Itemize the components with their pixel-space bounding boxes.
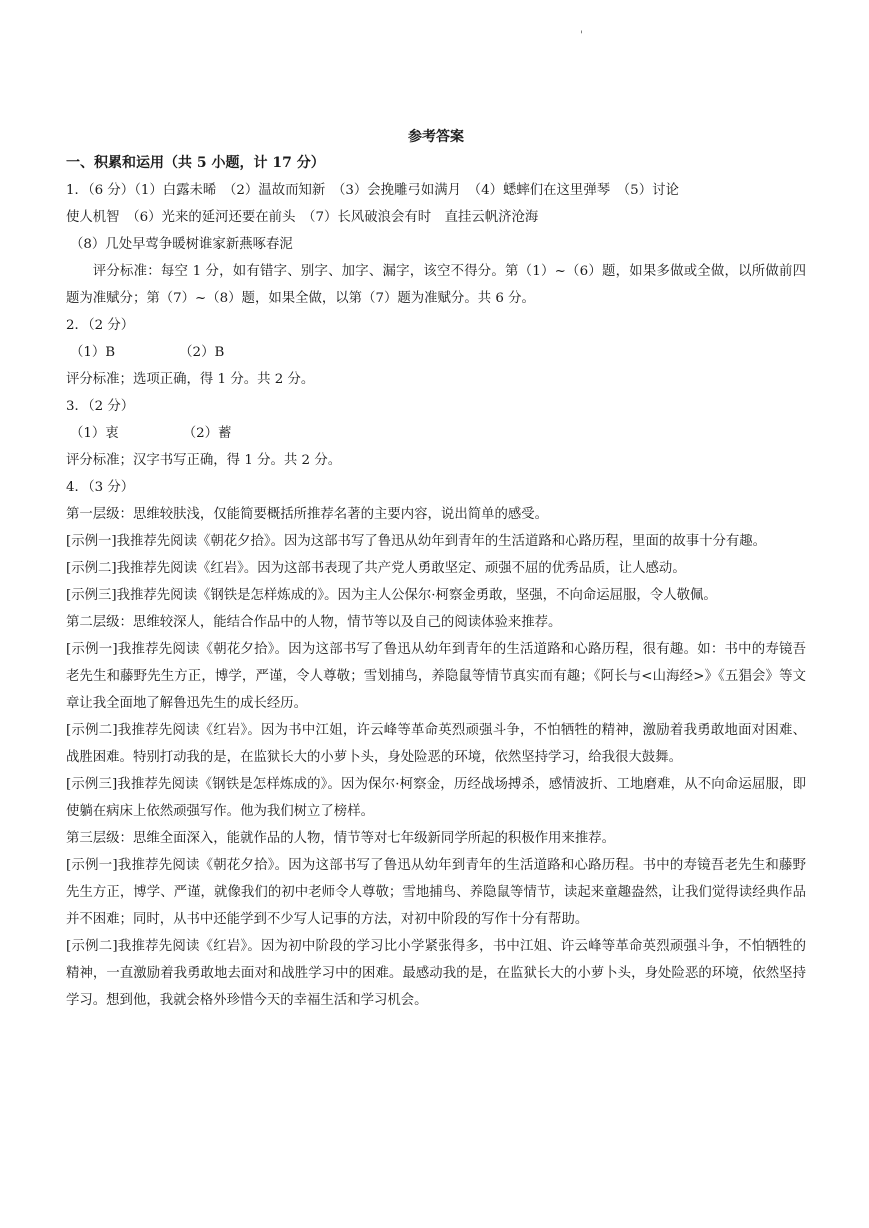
page-title: 参考答案 [408,129,464,145]
q2-answer-1: （1）B [70,345,116,360]
q4-heading: 4．（3 分） [66,480,135,495]
header-mark: ' [580,30,583,41]
q4-level-2-example-2: [示例二]我推荐先阅读《红岩》。因为书中江姐，许云峰等革命英烈顽强斗争，不怕牺牲的精神，激励着我勇敢地面对困难、战胜困难。特别打动我的是，在监狱长大的小萝卜头，身处险恶的环境，依然坚持学习，给我很大鼓舞。 [66,723,806,765]
q1-line-3: （8）几处早莺争暖树谁家新燕啄春泥 [70,237,293,252]
q2-scoring: 评分标准；选项正确，得 1 分。共 2 分。 [66,372,315,387]
q3-scoring: 评分标准；汉字书写正确，得 1 分。共 2 分。 [66,453,342,468]
q1-line-2: 使人机智 （6）光来的延河还要在前头 （7）长风破浪会有时 直挂云帆济沧海 [66,210,539,225]
q3-answer-1: （1）衷 [70,426,119,441]
section-heading: 一、积累和运用（共 5 小题，计 17 分） [66,155,325,171]
q4-level-2-example-3: [示例三]我推荐先阅读《钢铁是怎样炼成的》。因为保尔·柯察金，历经战场搏杀，感情波折、工地磨难，从不向命运屈服，即使躺在病床上依然顽强写作。他为我们树立了榜样。 [66,777,806,819]
q4-level-1-example-3: [示例三]我推荐先阅读《钢铁是怎样炼成的》。因为主人公保尔·柯察金勇敢，坚强，不向命运屈服，令人敬佩。 [66,588,717,603]
q4-level-2: 第二层级：思维较深人，能结合作品中的人物，情节等以及自己的阅读体验来推荐。 [66,615,562,630]
q4-level-2-example-1: [示例一]我推荐先阅读《朝花夕拾》。因为这部书写了鲁迅从幼年到青年的生活道路和心路历程，很有趣。如：书中的寿镜吾老先生和藤野先生方正，博学，严谨，令人尊敬；雪划捕鸟，养隐鼠等情节真实而有趣；《阿长与<山海经>》《五猖会》等文章让我全面地了解鲁迅先生的成长经历。 [66,642,806,711]
q4-level-3-example-2: [示例二]我推荐先阅读《红岩》。因为初中阶段的学习比小学紧张得多，书中江姐、许云峰等革命英烈顽强斗争，不怕牺牲的精神，一直激励着我勇敢地去面对和战胜学习中的困难。最感动我的是，在监狱长大的小萝卜头，身处险恶的环境，依然坚持学习。想到他，我就会格外珍惜今天的幸福生活和学习机会。 [66,939,806,1008]
q3-answers [66,420,806,447]
q4-level-3-example-1: [示例一]我推荐先阅读《朝花夕拾》。因为这部书写了鲁迅从幼年到青年的生活道路和心路历程。书中的寿镜吾老先生和藤野先生方正，博学、严谨，就像我们的初中老师令人尊敬；雪地捕鸟、养隐鼠等情节，读起来童趣盎然，让我们觉得读经典作品并不困难；同时，从书中还能学到不少写人记事的方法，对初中阶段的写作十分有帮助。 [66,858,806,927]
q2-answer-2: （2）B [179,345,225,360]
q4-level-1: 第一层级：思维较肤浅，仅能简要概括所推荐名著的主要内容，说出简单的感受。 [66,507,549,522]
q4-level-3: 第三层级：思维全面深入，能就作品的人物，情节等对七年级新同学所起的积极作用来推荐。 [66,831,616,846]
q3-heading: 3．（2 分） [66,399,135,414]
q4-level-1-example-2: [示例二]我推荐先阅读《红岩》。因为这部书表现了共产党人勇敢坚定、顽强不屈的优秀品质，让人感动。 [66,561,686,576]
answer-document [66,124,806,1014]
q4-level-1-example-1: [示例一]我推荐先阅读《朝花夕拾》。因为这部书写了鲁迅从幼年到青年的生活道路和心路历程，里面的故事十分有趣。 [66,534,767,549]
q2-answers [66,339,806,366]
q2-heading: 2．（2 分） [66,318,135,333]
q3-answer-2: （2）蓄 [182,426,232,441]
q1-scoring: 评分标准：每空 1 分，如有错字、别字、加字、漏字，该空不得分。第（1）~（6）题，如果多做或全做，以所做前四题为准赋分；第（7）~（8）题，如果全做，以第（7）题为准赋分。共 6 分。 [66,264,806,306]
q1-line-1: 1．（6 分）（1）白露未晞 （2）温故而知新 （3）会挽雕弓如满月 （4）蟋蟀们在这里弹琴 （5）讨论 [66,183,679,198]
